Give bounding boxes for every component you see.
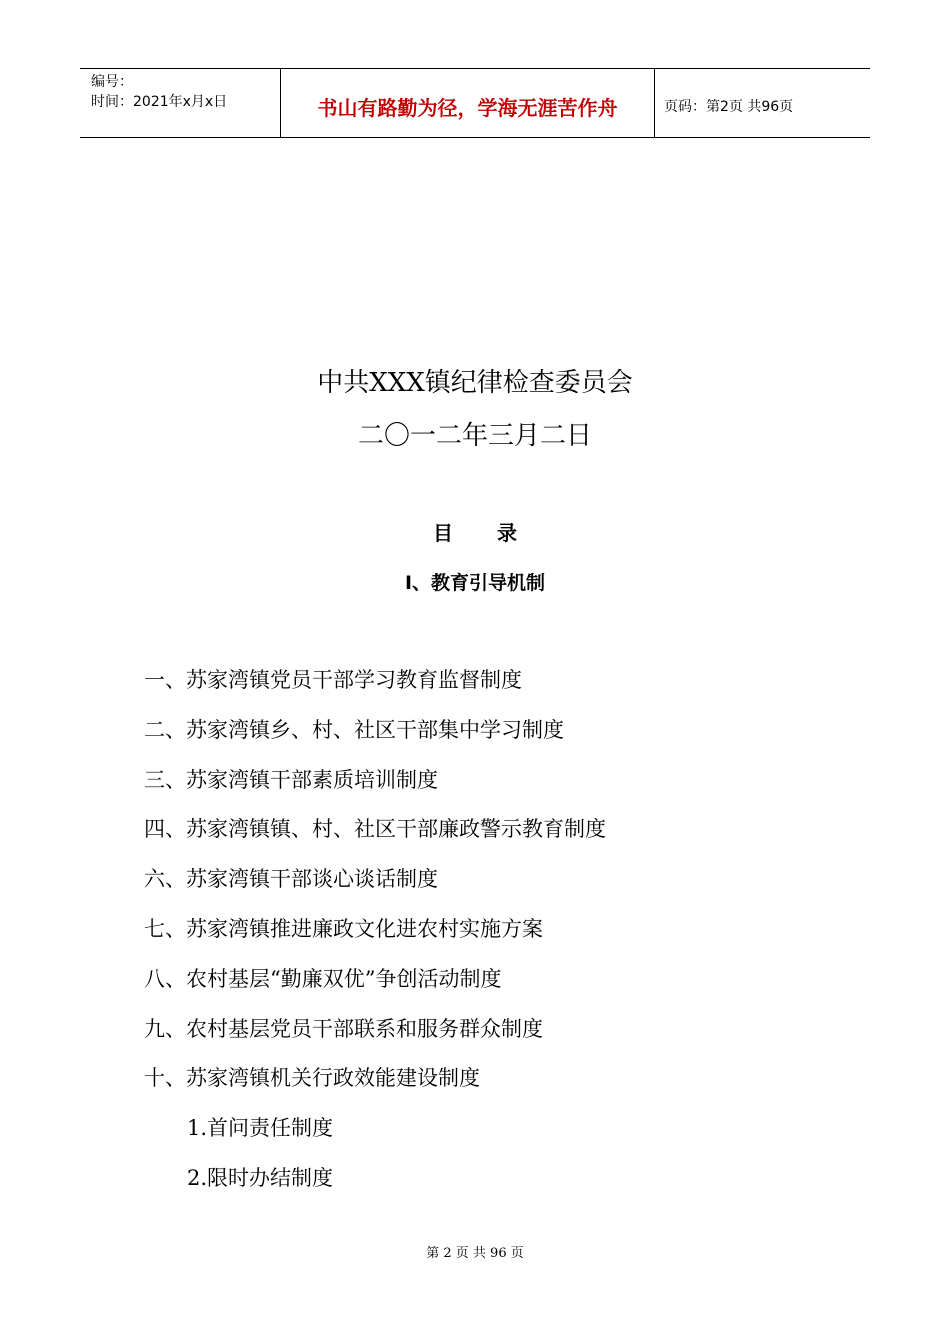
document-date: 二〇一二年三月二日 <box>357 421 592 451</box>
toc-item: 四、苏家湾镇镇、村、社区干部廉政警示教育制度 <box>144 817 606 842</box>
page-footer: 第 2 页 共 96 页 <box>426 1246 524 1261</box>
toc-item: 七、苏家湾镇推进廉政文化进农村实施方案 <box>144 916 543 941</box>
toc-item: 一、苏家湾镇党员干部学习教育监督制度 <box>144 668 522 692</box>
table-of-contents <box>144 666 606 1214</box>
toc-item: 八、农村基层“勤廉双优”争创活动制度 <box>144 966 502 991</box>
header-meta-cell <box>80 69 281 137</box>
organization-name: 中共XXX镇纪律检查委员会 <box>317 368 633 398</box>
section-title: Ⅰ、教育引导机制 <box>404 572 546 594</box>
toc-title <box>0 519 950 547</box>
toc-subitem: 2.限时办结制度 <box>187 1165 334 1190</box>
document-number-label: 编号： <box>91 74 133 90</box>
toc-item: 十、苏家湾镇机关行政效能建设制度 <box>144 1066 480 1091</box>
document-time-label: 时间：2021年x月x日 <box>91 94 228 110</box>
page-header <box>80 68 870 138</box>
toc-title-left: 目 <box>433 521 453 545</box>
header-motto: 书山有路勤为径，学海无涯苦作舟 <box>317 95 618 120</box>
header-motto-cell <box>281 69 655 137</box>
header-page-cell <box>655 69 870 137</box>
toc-item: 六、苏家湾镇干部谈心谈话制度 <box>144 867 438 892</box>
toc-item: 二、苏家湾镇乡、村、社区干部集中学习制度 <box>144 717 564 742</box>
toc-title-right: 录 <box>497 521 517 545</box>
toc-item: 三、苏家湾镇干部素质培训制度 <box>144 767 438 792</box>
header-page-info: 页码：第2页 共96页 <box>664 99 794 115</box>
toc-item: 九、农村基层党员干部联系和服务群众制度 <box>144 1016 543 1041</box>
toc-subitem: 1.首问责任制度 <box>187 1116 334 1141</box>
